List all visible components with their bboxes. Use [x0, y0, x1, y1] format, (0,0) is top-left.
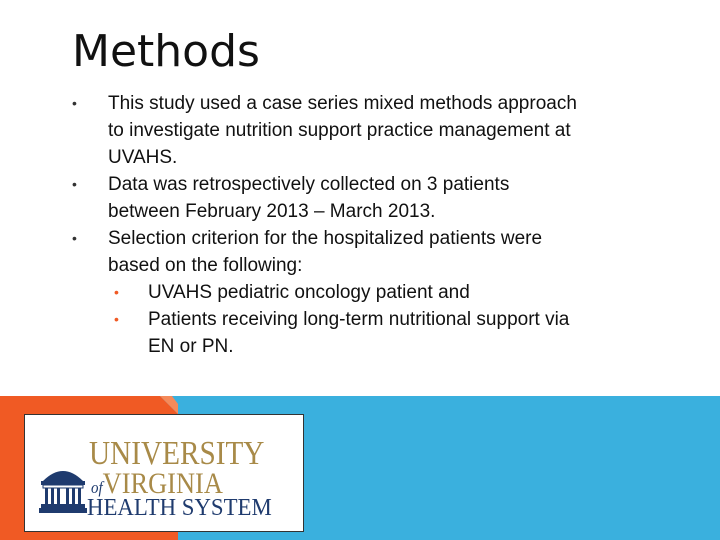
sub-bullet-line: UVAHS pediatric oncology patient and [148, 282, 470, 303]
bullet-line: based on the following: [108, 255, 303, 276]
bullet-mark: • [72, 230, 77, 246]
sub-bullet-mark: • [114, 311, 119, 327]
logo-virginia: VIRGINIA [102, 467, 223, 500]
logo-of: of [91, 478, 103, 497]
bullet-line: between February 2013 – March 2013. [108, 201, 436, 222]
bullet-line: UVAHS. [108, 147, 178, 168]
sub-bullet-line: Patients receiving long-term nutritional support via [148, 309, 570, 330]
bullet-mark: • [72, 176, 77, 192]
bullet-line: to investigate nutrition support practice management at [108, 120, 571, 141]
bullet-item [72, 90, 672, 171]
bullet-line: Selection criterion for the hospitalized patients were [108, 228, 543, 249]
bullet-line: Data was retrospectively collected on 3 patients [108, 174, 510, 195]
sub-bullet-item [108, 279, 672, 306]
bullet-mark: • [72, 95, 77, 111]
logo-line-health-system: HEALTH SYSTEM [87, 495, 272, 521]
bullet-item [72, 225, 672, 360]
bullet-line: This study used a case series mixed methods approach [108, 93, 577, 114]
university-logo [24, 414, 304, 532]
slide-body [72, 90, 672, 360]
sub-bullet-mark: • [114, 284, 119, 300]
rotunda-icon [39, 459, 87, 517]
bullet-item [72, 171, 672, 225]
sub-bullet-line: EN or PN. [148, 336, 234, 357]
sub-bullet-item [108, 306, 672, 360]
slide-title: Methods [72, 26, 260, 77]
logo-line-university: UNIVERSITY [89, 435, 265, 472]
